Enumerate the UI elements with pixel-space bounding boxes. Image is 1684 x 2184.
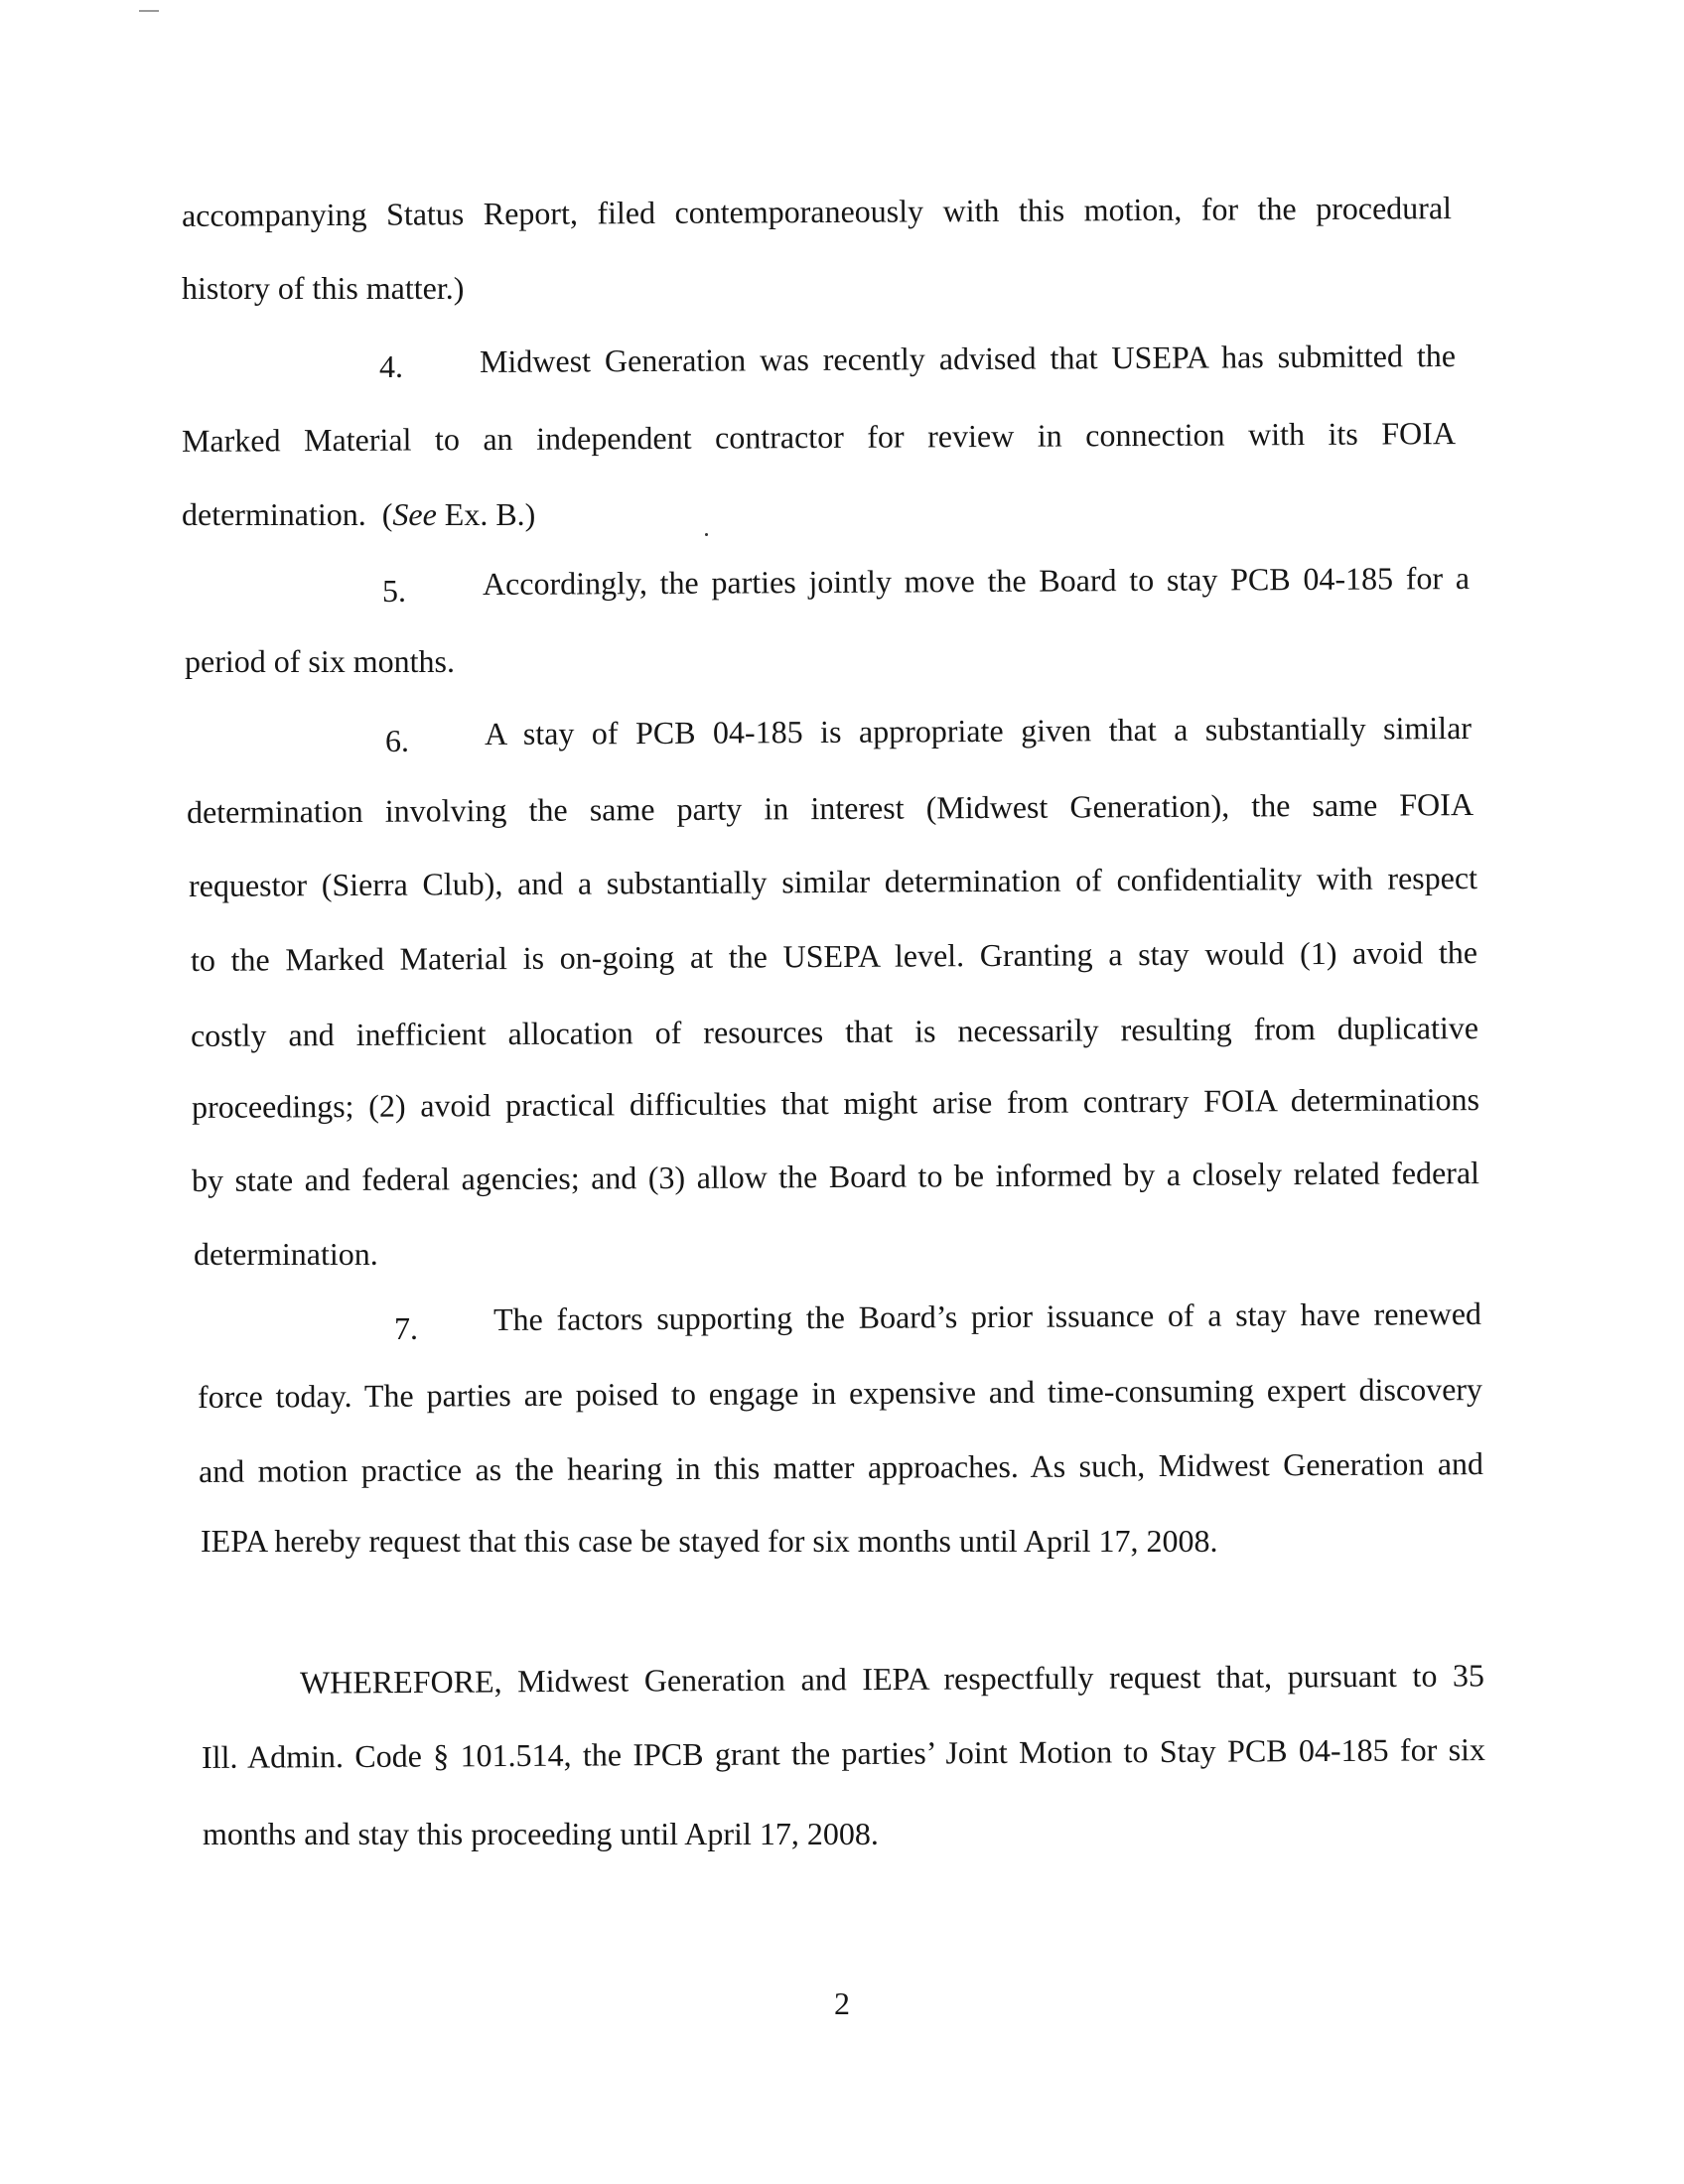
paragraph-7-line-1: The factors supporting the Board’s prior issuance of a stay have renewed	[492, 1295, 1482, 1338]
paragraph-4-line-1: Midwest Generation was recently advised that USEPA has submitted the	[479, 337, 1457, 380]
paragraph-6-line-3: requestor (Sierra Club), and a substantially similar determination of confidentiality with respect	[188, 860, 1478, 903]
paragraph-5-number: 5.	[382, 573, 406, 609]
see-reference: See	[392, 496, 437, 532]
paragraph-5-line-1: Accordingly, the parties jointly move the Board to stay PCB 04-185 for a	[482, 559, 1471, 603]
paragraph-7-line-2: force today. The parties are poised to engage in expensive and time-consuming expert discovery	[197, 1371, 1483, 1415]
paragraph-4-line-3-start: determination.	[182, 496, 366, 532]
scan-artifact-mark	[139, 10, 159, 12]
paragraph-7-number: 7.	[394, 1310, 418, 1346]
paragraph-3-continuation-line-1: accompanying Status Report, filed contemporaneously with this motion, for the procedural	[181, 190, 1453, 233]
paragraph-4-line-2: Marked Material to an independent contractor for review in connection with its FOIA	[181, 415, 1457, 459]
paragraph-6-line-8: determination.	[194, 1236, 378, 1272]
page-number: 2	[834, 1985, 850, 2021]
paragraph-6-line-4: to the Marked Material is on-going at the USEPA level. Granting a stay would (1) avoid the	[190, 934, 1478, 978]
scan-artifact-dot	[705, 533, 708, 536]
paragraph-4-line-3-end: Ex. B.)	[444, 496, 536, 532]
paragraph-6-line-6: proceedings; (2) avoid practical difficulties that might arise from contrary FOIA determinations	[191, 1081, 1480, 1125]
paragraph-3-continuation-line-2: history of this matter.)	[182, 270, 465, 306]
wherefore-line-1: WHEREFORE, Midwest Generation and IEPA respectfully request that, pursuant to 35	[299, 1657, 1485, 1701]
paragraph-4-line-3: determination. (See Ex. B.)	[182, 496, 536, 532]
paragraph-6-line-7: by state and federal agencies; and (3) allow the Board to be informed by a closely related federal	[191, 1155, 1480, 1198]
paragraph-6-line-5: costly and inefficient allocation of resources that is necessarily resulting from duplicative	[190, 1010, 1479, 1053]
paragraph-7-line-4: IEPA hereby request that this case be stayed for six months until April 17, 2008.	[201, 1523, 1218, 1559]
wherefore-line-2: Ill. Admin. Code § 101.514, the IPCB grant the parties’ Joint Motion to Stay PCB 04-185 for six	[201, 1731, 1486, 1775]
paragraph-4-number: 4.	[379, 348, 403, 384]
paragraph-6-number: 6.	[385, 723, 409, 758]
wherefore-line-3: months and stay this proceeding until April 17, 2008.	[203, 1816, 879, 1851]
paragraph-6-line-1: A stay of PCB 04-185 is appropriate given that a substantially similar	[484, 709, 1473, 752]
paragraph-6-line-2: determination involving the same party in interest (Midwest Generation), the same FOIA	[186, 786, 1474, 830]
paragraph-5-line-2: period of six months.	[185, 643, 455, 679]
paragraph-7-line-3: and motion practice as the hearing in this matter approaches. As such, Midwest Generation and	[198, 1445, 1484, 1489]
